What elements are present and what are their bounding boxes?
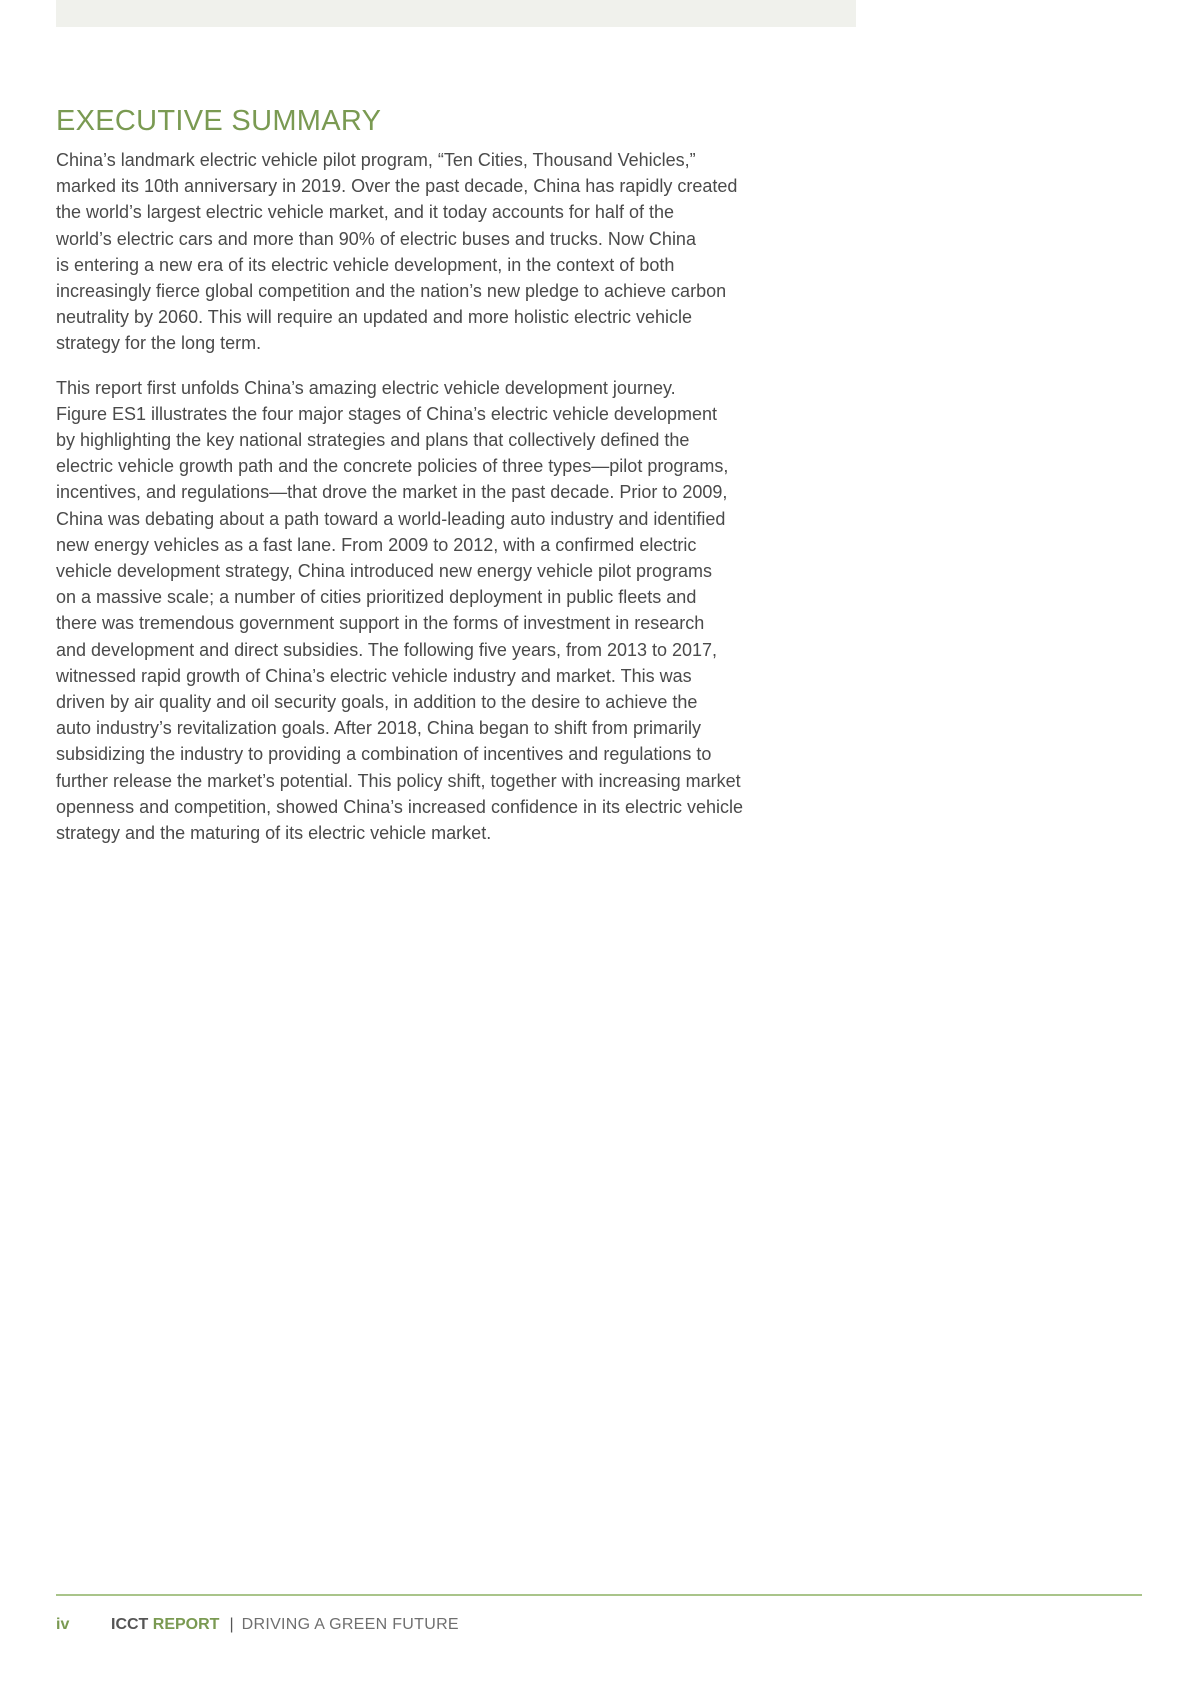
footer-report-title: DRIVING A GREEN FUTURE xyxy=(241,1616,459,1633)
footer-org: ICCT xyxy=(111,1616,149,1633)
footer-divider xyxy=(56,1594,1142,1596)
text-line: the world’s largest electric vehicle market, and it today accounts for half of the xyxy=(56,202,674,223)
text-line: Figure ES1 illustrates the four major stages of China’s electric vehicle development xyxy=(56,403,717,424)
text-line: vehicle development strategy, China introduced new energy vehicle pilot programs xyxy=(56,561,713,582)
text-line: on a massive scale; a number of cities prioritized deployment in public fleets and xyxy=(56,587,697,608)
text-line: strategy and the maturing of its electric vehicle market. xyxy=(56,823,492,844)
text-line: electric vehicle growth path and the concrete policies of three types—pilot programs, xyxy=(56,456,729,477)
text-line: new energy vehicles as a fast lane. From 2009 to 2012, with a confirmed electric xyxy=(56,534,697,555)
text-line: driven by air quality and oil security goals, in addition to the desire to achieve the xyxy=(56,692,698,713)
text-line: openness and competition, showed China’s increased confidence in its electric vehicle xyxy=(56,796,744,817)
text-line: and development and direct subsidies. The following five years, from 2013 to 2017, xyxy=(56,639,718,660)
text-line: neutrality by 2060. This will require an updated and more holistic electric vehicle xyxy=(56,307,693,328)
text-line: is entering a new era of its electric vehicle development, in the context of both xyxy=(56,254,675,275)
text-line: world’s electric cars and more than 90% of electric buses and trucks. Now China xyxy=(56,228,696,249)
text-line: auto industry’s revitalization goals. After 2018, China began to shift from primarily xyxy=(56,718,701,739)
text-line: China’s landmark electric vehicle pilot program, “Ten Cities, Thousand Vehicles,” xyxy=(56,150,696,170)
header-band xyxy=(56,0,856,27)
text-line: This report first unfolds China’s amazing electric vehicle development journey. xyxy=(56,377,676,398)
text-line: by highlighting the key national strategies and plans that collectively defined the xyxy=(56,430,690,451)
paragraph-2 xyxy=(56,375,856,847)
page-number: iv xyxy=(56,1616,70,1633)
paragraph-1 xyxy=(56,147,856,357)
text-line: incentives, and regulations—that drove the market in the past decade. Prior to 2009, xyxy=(56,482,728,503)
text-line: further release the market’s potential. This policy shift, together with increasing market xyxy=(56,770,741,791)
main-content xyxy=(56,104,856,864)
text-line: marked its 10th anniversary in 2019. Over the past decade, China has rapidly created xyxy=(56,176,738,197)
text-line: subsidizing the industry to providing a combination of incentives and regulations to xyxy=(56,744,712,765)
text-line: strategy for the long term. xyxy=(56,333,262,354)
report-brand xyxy=(111,1614,459,1636)
text-line: increasingly fierce global competition and the nation’s new pledge to achieve carbon xyxy=(56,281,727,302)
text-line: there was tremendous government support in the forms of investment in research xyxy=(56,613,705,634)
section-title: EXECUTIVE SUMMARY xyxy=(56,105,382,137)
text-line: witnessed rapid growth of China’s electric vehicle industry and market. This was xyxy=(56,665,692,686)
text-line: China was debating about a path toward a world-leading auto industry and identified xyxy=(56,508,726,529)
footer-separator: | xyxy=(229,1616,234,1633)
footer-report-type: REPORT xyxy=(152,1616,220,1633)
